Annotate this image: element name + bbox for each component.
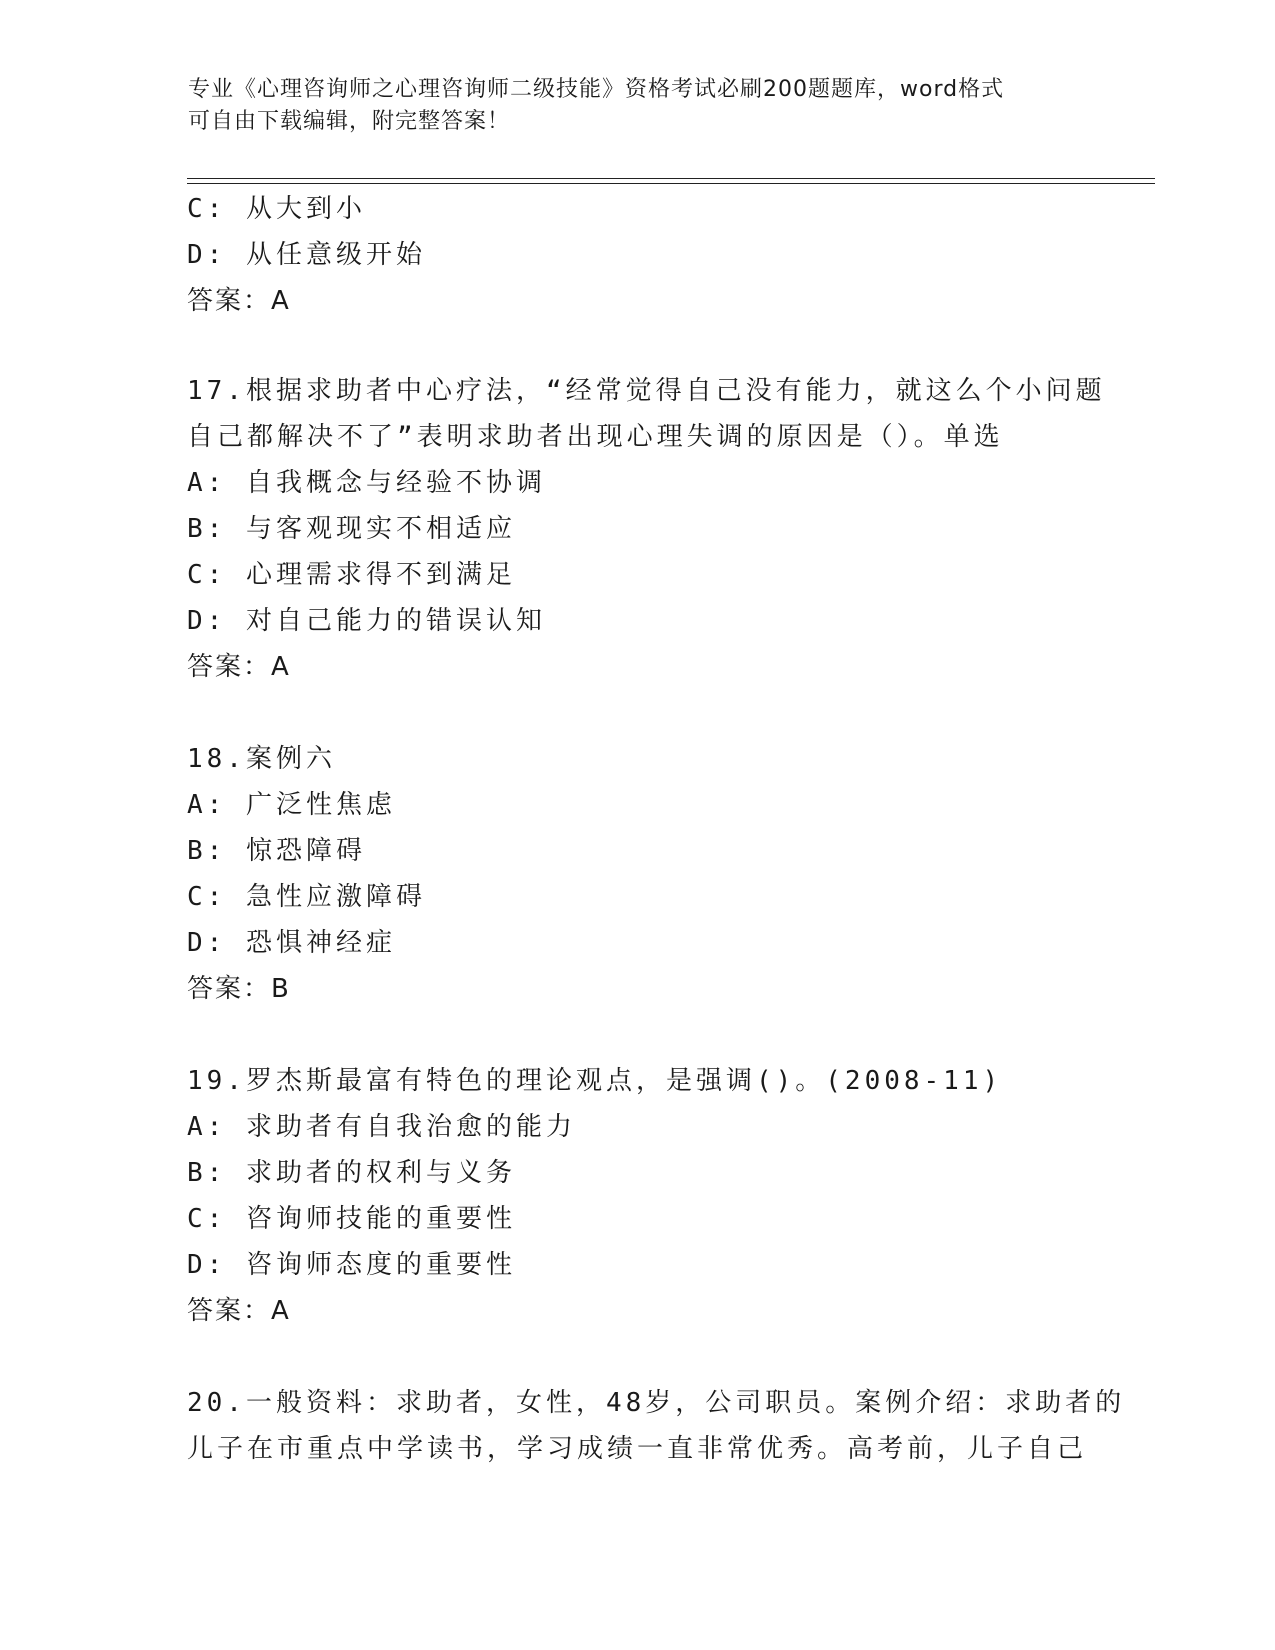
prev-question xyxy=(187,186,1187,324)
option-c: C: 急性应激障碍 xyxy=(187,882,426,912)
question-stem: 17.根据求助者中心疗法，“经常觉得自己没有能力，就这么个小问题 xyxy=(187,376,1106,406)
header-rule-top xyxy=(187,178,1155,179)
option-b: B: 求助者的权利与义务 xyxy=(187,1158,516,1188)
spacer xyxy=(187,1334,1187,1380)
option-a: A: 自我概念与经验不协调 xyxy=(187,468,546,498)
option-d: D: 咨询师态度的重要性 xyxy=(187,1250,516,1280)
option-a: A: 广泛性焦虑 xyxy=(187,790,396,820)
option-d: D: 恐惧神经症 xyxy=(187,928,396,958)
option-c: C: 咨询师技能的重要性 xyxy=(187,1204,516,1234)
answer: 答案：B xyxy=(187,974,291,1004)
answer: 答案：A xyxy=(187,286,291,316)
option-b: B: 惊恐障碍 xyxy=(187,836,366,866)
question-18 xyxy=(187,736,1187,1012)
spacer xyxy=(187,690,1187,736)
question-stem: 自己都解决不了”表明求助者出现心理失调的原因是（）。单选 xyxy=(187,422,1004,452)
question-stem: 19.罗杰斯最富有特色的理论观点，是强调()。(2008-11) xyxy=(187,1066,1003,1096)
option-c: C: 心理需求得不到满足 xyxy=(187,560,516,590)
document-header xyxy=(188,74,1088,138)
spacer xyxy=(187,1012,1187,1058)
question-stem: 儿子在市重点中学读书，学习成绩一直非常优秀。高考前，儿子自己 xyxy=(187,1434,1088,1464)
option-a: A: 求助者有自我治愈的能力 xyxy=(187,1112,576,1142)
header-line-2: 可自由下载编辑，附完整答案！ xyxy=(188,109,511,134)
option-d: D: 从任意级开始 xyxy=(187,240,426,270)
answer: 答案：A xyxy=(187,1296,291,1326)
spacer xyxy=(187,324,1187,368)
header-rule-bottom xyxy=(187,183,1155,184)
answer: 答案：A xyxy=(187,652,291,682)
question-20 xyxy=(187,1380,1187,1472)
question-stem: 18.案例六 xyxy=(187,744,336,774)
question-17 xyxy=(187,368,1187,690)
option-c: C: 从大到小 xyxy=(187,194,366,224)
question-19 xyxy=(187,1058,1187,1334)
header-line-1: 专业《心理咨询师之心理咨询师二级技能》资格考试必刷200题题库，word格式 xyxy=(188,77,1005,102)
option-d: D: 对自己能力的错误认知 xyxy=(187,606,546,636)
question-stem: 20.一般资料：求助者，女性，48岁，公司职员。案例介绍：求助者的 xyxy=(187,1388,1126,1418)
option-b: B: 与客观现实不相适应 xyxy=(187,514,516,544)
document-body xyxy=(187,186,1187,1472)
